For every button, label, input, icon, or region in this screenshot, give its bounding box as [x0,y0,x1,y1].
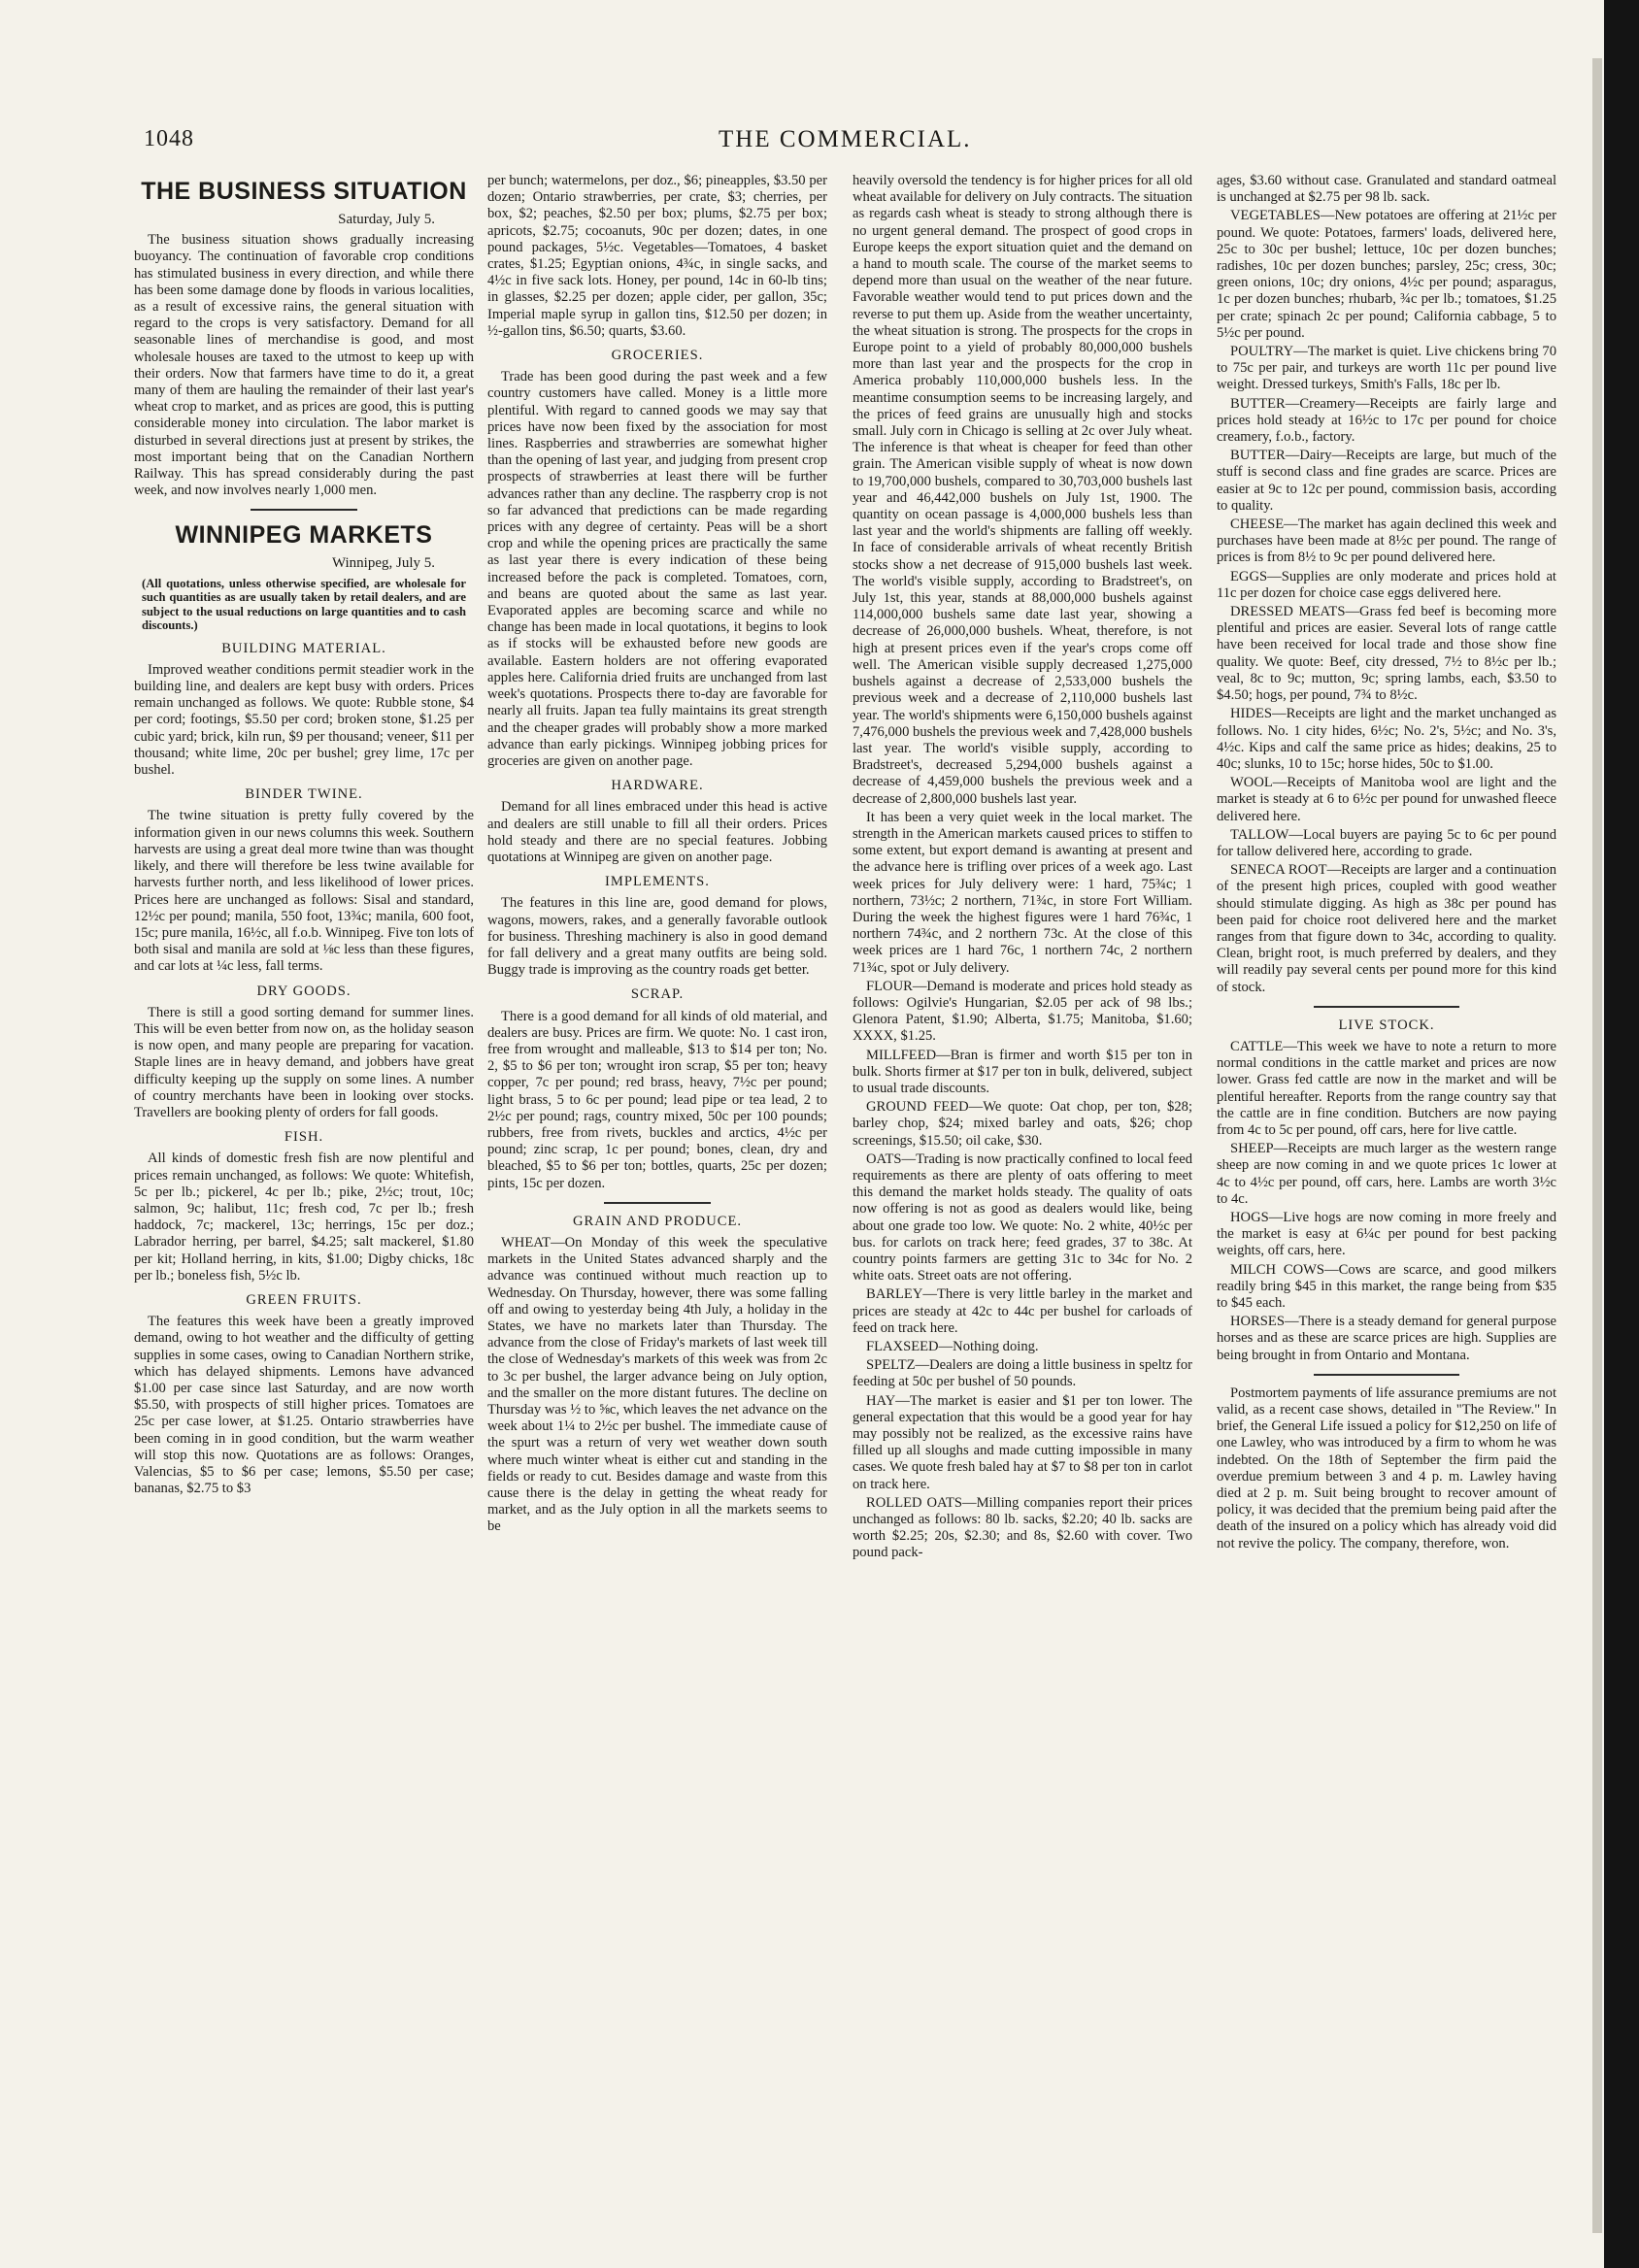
fish-paragraph: All kinds of domestic fresh fish are now plentiful and prices remain unchanged, as follows: We quote: Whitefish, 5c per lb.; pickerel, 4c per lb.; pike, 2½c; trout, 10c; salmon, 9c; halibut, 11c; fresh cod, 7c per lb.; fresh haddock, 7c; mackerel, 13c; herrings, 15c per doz.; Labrador herring, per barrel, $4.25; salt mackerel, $1.80 per kit; Holland herring, in kits, $1.00; Digby chicks, 18c per lb.; boneless fish, 5½c lb. [134,1151,474,1284]
fish-heading: FISH. [284,1129,324,1146]
column-2 [487,173,827,2231]
millfeed-paragraph: MILLFEED—Bran is firmer and worth $15 per ton in bulk. Shorts firmer at $17 per ton in bulk, delivered, subject to usual trade discounts. [853,1047,1192,1096]
vegetables-paragraph: VEGETABLES—New potatoes are offering at 21½c per pound. We quote: Potatoes, farmers' loads, delivered here, 25c to 30c per bushel; lettuce, 10c per dozen bunches; radishes, 10c per dozen bunches; parsley, 25c; cress, 30c; green onions, 10c; dry onions, 4½c per pound; asparagus, 1c per dozen bunches; rhubarb, ¾c per lb.; tomatoes, $1.25 per crate; spinach 2c per pound; California cabbage, 5 to 5½c per pound. [1217,208,1556,341]
local-market-paragraph: It has been a very quiet week in the local market. The strength in the American markets caused prices to stiffen to some extent, but export demand is awanting at present and the advance here is trifling over prices of a week ago. Last week prices for July delivery were: 1 hard, 75¾c; 1 northern, 73½c; 2 northern, 71¾c, in store Fort William. During the week the highest figures were 1 hard 76¾c, 1 northern 74¾c, and 2 northern 73c. At the close of this week prices are 1 hard 76c, 1 northern 74c, 2 northern 71¾c, spot or July delivery. [853,809,1192,976]
hay-paragraph: HAY—The market is easier and $1 per ton lower. The general expectation that this would be a good year for hay may possibly not be realized, as the excessive rains have filled up all sloughs and made cutting impossible in many cases. We quote fresh baled hay at $7 to $8 per ton in carlot on track here. [853,1392,1192,1492]
green-fruits-heading: GREEN FRUITS. [246,1291,362,1308]
wheat-continued: heavily oversold the tendency is for higher prices for all old wheat available for delivery on July contracts. The situation as regards cash wheat is steady to strong although there is no urgent general demand. The prospect of good crops in Europe keeps the export situation quiet and the demand on a hand to mouth scale. The course of the market seems to depend more than usual on the weather of the near future. Favorable weather would tend to put prices down and the reverse to put them up. Aside from the weather uncertainty, the wheat situation is strong. The prospects for the crops in Europe point to a yield of probably 80,000,000 bushels more than last year and the prospects for the crop in America probably 110,000,000 bushels less. In the meantime consumption seems to be increasing largely, and the prices of feed grains are unusually high and stocks small. July corn in Chicago is selling at 2c over July wheat. The inference is that wheat is cheaper for feed than other grain. The American visible supply of wheat is now down to 19,700,000 bushels, compared to 30,703,000 bushels last year and 46,442,000 bushels on July 1st, 1900. The quantity on ocean passage is 4,000,000 bushels less than last year and the world's shipments are falling off weekly. In face of considerable arrivals of wheat recently British stocks show a net decrease of 915,000 bushels last week. The world's visible supply, according to Bradstreet's, on July 1st, this year, stands at 88,000,000 bushels against 114,000,000 bushels same date last year, showing a decrease of 26,000,000 bushels. Wheat, therefore, is not high at present prices even if the year's crops come off well. The American visible supply decreased 1,275,000 bushels against a decrease of 2,533,000 bushels the previous week and a decrease of 2,110,000 bushels last year. The world's shipments were 6,150,000 bushels against 7,476,000 bushels the previous week and 7,428,000 bushels last year. The world's visible supply, according to Bradstreet's, decreased 5,294,000 bushels against a decrease of 4,459,000 bushels the previous week and a decrease of 2,800,000 bushels last year. [853,173,1192,807]
butter-creamery-paragraph: BUTTER—Creamery—Receipts are fairly large and prices hold steady at 16½c to 17c per pound for choice creamery, f.o.b., factory. [1217,395,1556,446]
green-fruits-paragraph: The features this week have been a greatly improved demand, owing to hot weather and the difficulty of getting supplies in some cases, owing to Canadian Northern strike, which has delayed shipments. Lemons have advanced $1.00 per case since last Saturday, and are now worth $5.50, with prospects of still higher prices. Tomatoes are 25c per case lower, at $1.25. Ontario strawberries have been coming in in good condition, but the warm weather will stop this now. Quotations are as follows: Oranges, Valencias, $5 to $6 per case; lemons, $5.50 per case; bananas, $2.75 to $3 [134,1314,474,1497]
green-fruits-continued: per bunch; watermelons, per doz., $6; pineapples, $3.50 per dozen; Ontario strawberries, per crate, $3; cherries, per box, $2; peaches, $2.50 per box; plums, $2.75 per box; apricots, $2.75; cocoanuts, 90c per dozen; dates, in one pound packages, 5½c. Vegetables—Tomatoes, 4 basket crates, $1.25; Egyptian onions, 4¾c, in single sacks, and 4½c in five sack lots. Honey, per pound, 14c in 60-lb tins; in glasses, $2.25 per dozen; apple cider, per gallon, 35c; Imperial maple syrup in gallon tins, $12.50 per dozen; in ½-gallon tins, $6.50; quarts, $3.60. [487,173,827,339]
journal-title: THE COMMERCIAL. [719,126,972,152]
speltz-paragraph: SPELTZ—Dealers are doing a little business in speltz for feeding at 50c per bushel of 50 pounds. [853,1357,1192,1390]
page-edge [1592,58,1602,2233]
columns [134,173,1581,2231]
markets-dateline: Winnipeg, July 5. [331,555,435,572]
markets-note: (All quotations, unless otherwise specified, are wholesale for such quantities as are usually taken by retail dealers, and are subject to the usual reductions on large quantities and to cash discounts.) [142,576,466,633]
groceries-paragraph: Trade has been good during the past week and a few country customers have called. Money is a little more plentiful. With regard to canned goods we may say that prices have now been fixed by the association for most lines. Raspberries and strawberries are somewhat higher than the opening of last year, and judging from present crop prospects of strawberries at least there will be further advances rather than any decline. The raspberry crop is not so far advanced that predictions can be made regarding prices with any degree of certainty. Peas will be a short crop and while the opening prices are practically the same as last year there is every indication of these being increased before the pack is completed. Tomatoes, corn, and beans are quoted about the same as last year. Evaporated apples are becoming scarce and while no change has been made in local quotations, it begins to look as if stocks will be exhausted before new goods are available. Eastern holders are not offering evaporated apples here. California dried fruits are unchanged from last week's quotations. Prospects there to-day are favorable for nearly all fruits. Japan tea fully maintains its great strength and the cheaper grades will probably show a more marked advance than early pickings. Winnipeg jobbing prices for groceries are given on another page. [487,369,827,769]
wheat-paragraph: WHEAT—On Monday of this week the speculative markets in the United States advanced sharply and the advance was continued without much reaction up to Wednesday. On Thursday, however, there was some falling off and owing to yesterday being 4th July, a holiday in the States, we have no markets later than Thursday. The advance from the close of Friday's markets of last week till the close of Wednesday's markets of this week was from 2c to 3c per bushel, the larger advance being on July option, and the smaller on the more distant futures. The decline on Thursday was ½ to ⅝c, which leaves the net advance on the week about 1¼ to 2½c per bushel. The immediate cause of the spurt was a return of very wet weather down south where much winter wheat is either cut and standing in the fields or ready to cut. Besides damage and waste from this cause there is the delay in getting the wheat ready for market, and as the July option in all the markets seems to be [487,1234,827,1535]
horses-paragraph: HORSES—There is a steady demand for general purpose horses and as these are scarce prices are high. Supplies are being brought in from Ontario and Montana. [1217,1314,1556,1363]
column-1 [134,173,474,2231]
page-number: 1048 [144,126,194,151]
binder-twine-heading: BINDER TWINE. [245,786,363,803]
page-header [0,126,1592,155]
oats-paragraph: OATS—Trading is now practically confined to local feed requirements as there are plenty of oats offering to meet this demand the market holds steady. The quality of oats now offering is not as good as dealers would like, being about one grade too low. We quote: No. 2 white, 40½c per bus. for carlots on track here; feed grades, 37 to 38c. At country points farmers are getting 31c to 34c for No. 2 white oats. Street oats are not offering. [853,1151,1192,1284]
insurance-paragraph: Postmortem payments of life assurance premiums are not valid, as a recent case shows, detailed in "The Review." In brief, the General Life issued a policy for $12,250 on life of one Lawley, who was introduced by a firm to whom he was indebted. On the 18th of September the firm paid the overdue premium between 3 and 4 p. m. Lawley having died at 2 p. m. Suit being brought to recover amount of policy, it was decided that the premium being paid after the death of the insured on a policy which has already void did not revive the policy. The company, therefore, won. [1217,1384,1556,1551]
barley-paragraph: BARLEY—There is very little barley in the market and prices are steady at 42c to 44c per bushel for carloads of feed on track here. [853,1286,1192,1336]
rolled-oats-paragraph: ROLLED OATS—Milling companies report their prices unchanged as follows: 80 lb. sacks, $2.20; 40 lb. sacks are worth $2.25; 20s, $2.30; and 8s, $2.60 with cover. Two pound pack- [853,1494,1192,1561]
building-material-heading: BUILDING MATERIAL. [221,640,386,656]
business-dateline: Saturday, July 5. [338,212,435,227]
milch-cows-paragraph: MILCH COWS—Cows are scarce, and good milkers readily bring $45 in this market, the range being from $35 to $45 each. [1217,1261,1556,1311]
grain-produce-heading: GRAIN AND PRODUCE. [572,1213,743,1229]
section-rule [604,1202,711,1204]
scrap-heading: SCRAP. [630,986,685,1003]
groceries-heading: GROCERIES. [611,348,704,364]
tallow-paragraph: TALLOW—Local buyers are paying 5c to 6c per pound for tallow delivered here, according to grade. [1217,826,1556,859]
building-paragraph: Improved weather conditions permit steadier work in the building line, and dealers are kept busy with orders. Prices remain unchanged as follows. We quote: Rubble stone, $4 per cord; footings, $5.50 per cord; broken stone, $1.25 per cubic yard; brick, kiln run, $9 per thousand; veneer, $11 per thousand; white lime, 20c per bushel; grey lime, 17c per bushel. [134,661,474,779]
hogs-paragraph: HOGS—Live hogs are now coming in more freely and the market is easy at 6¼c per pound for best packing weights, off cars, here. [1217,1209,1556,1259]
business-situation-headline: THE BUSINESS SITUATION [141,178,467,205]
column-3 [853,173,1192,2231]
dry-goods-heading: DRY GOODS. [256,983,351,999]
dressed-meats-paragraph: DRESSED MEATS—Grass fed beef is becoming more plentiful and prices are easier. Several lots of range cattle have been received for local trade and those show fine quality. We quote: Beef, city dressed, 7½ to 8½c per lb.; veal, 8c to 9c; mutton, 9c; spring lambs, each, $3.50 to $4.50; hogs, per pound, 7¾ to 8½c. [1217,604,1556,704]
cheese-paragraph: CHEESE—The market has again declined this week and purchases have been made at 8½c per pound. The range of prices is from 8½ to 9c per pound delivered here. [1217,517,1556,566]
hardware-heading: HARDWARE. [611,778,704,794]
poultry-paragraph: POULTRY—The market is quiet. Live chickens bring 70 to 75c per pair, and turkeys are worth 11c per pound live weight. Dressed turkeys, Smith's Falls, 18c per lb. [1217,344,1556,393]
twine-paragraph: The twine situation is pretty fully covered by the information given in our news columns this week. Southern harvests are using a great deal more twine than was thought likely, and there will therefore be less twine available for harvests further north, and less likelihood of lower prices. Prices here are unchanged as follows: Sisal and standard, 12½c per pound; manila, 550 foot, 13¾c; manila, 600 foot, 15c; pure manila, 16½c, all f.o.b. Winnipeg. Five ton lots of both sisal and manila are sold at ⅛c less than these figures, and car lots at ¼c less, fall terms. [134,808,474,975]
hardware-paragraph: Demand for all lines embraced under this head is active and dealers are still unable to fill all their orders. Prices hold steady and there are no special features. Jobbing quotations at Winnipeg are given on another page. [487,799,827,865]
section-rule [1314,1374,1459,1376]
implements-heading: IMPLEMENTS. [605,874,710,890]
live-stock-heading: LIVE STOCK. [1338,1017,1435,1033]
flour-paragraph: FLOUR—Demand is moderate and prices hold steady as follows: Ogilvie's Hungarian, $2.05 per ack of 98 lbs.; Glenora Patent, $1.90; Alberta, $1.75; Manitoba, $1.60; XXXX, $1.25. [853,978,1192,1045]
cattle-paragraph: CATTLE—This week we have to note a return to more normal conditions in the cattle market and prices are now lower. Grass fed cattle are now in the market and will be plentiful hereafter. Reports from the range country say that the cattle are in fine condition. Butchers are now paying from 4c to 5c per pound, off cars, here for live cattle. [1217,1038,1556,1138]
hides-paragraph: HIDES—Receipts are light and the market unchanged as follows. No. 1 city hides, 6½c; No. 2's, 5½c; and No. 3's, 4½c. Kips and calf the same price as hides; deakins, 25 to 40c; slunks, 10 to 15c; horse hides, 50c to $1.00. [1217,706,1556,772]
seneca-root-paragraph: SENECA ROOT—Receipts are larger and a continuation of the present high prices, coupled with good weather should stimulate digging. As high as 38c per pound has been paid for choice root delivered here and the market ranges from that figure down to 34c, according to quality. Clean, bright root, is much preferred by dealers, and they will readily pay several cents per pound more for this kind of stock. [1217,862,1556,995]
column-4 [1217,173,1556,2231]
wool-paragraph: WOOL—Receipts of Manitoba wool are light and the market is steady at 6 to 6½c per pound for unwashed fleece delivered here. [1217,775,1556,824]
dry-goods-paragraph: There is still a good sorting demand for summer lines. This will be even better from now on, as the holiday season is now open, and many people are preparing for vacation. Staple lines are in heavy demand, and jobbers have great difficulty keeping up the supply on some lines. A number of country merchants have been in looking over stocks. Travellers are booking plenty of orders for fall goods. [134,1004,474,1120]
winnipeg-markets-headline: WINNIPEG MARKETS [175,521,433,550]
sheep-paragraph: SHEEP—Receipts are much larger as the western range sheep are now coming in and we quote prices 1c lower at 4c to 4½c per pound, off cars, here. Lambs are worth 3½c to 4c. [1217,1141,1556,1207]
scan-border [1604,0,1639,2268]
flaxseed-paragraph: FLAXSEED—Nothing doing. [866,1339,1039,1355]
eggs-paragraph: EGGS—Supplies are only moderate and prices hold at 11c per dozen for choice case eggs delivered here. [1217,568,1556,601]
ground-feed-paragraph: GROUND FEED—We quote: Oat chop, per ton, $28; barley chop, $24; mixed barley and oats, $26; chop screenings, $15.50; oil cake, $30. [853,1099,1192,1149]
section-rule [251,509,357,511]
scrap-paragraph: There is a good demand for all kinds of old material, and dealers are busy. Prices are firm. We quote: No. 1 cast iron, free from wrought and malleable, $13 to $14 per ton; No. 2, $5 to $6 per ton; wrought iron scrap, $5 per ton; heavy copper, 7c per pound; red brass, heavy, 7½c per pound; light brass, 5 to 6c per pound; lead pipe or tea lead, 2 to 2½c per pound; rags, country mixed, 50c per 100 pounds; rubbers, free from rivets, buckles and arctics, 4½c per pound; zinc scrap, 1c per pound; bones, clean, dry and bleached, $5 to $6 per ton; bottles, quarts, 25c per dozen; pints, 15c per dozen. [487,1008,827,1191]
butter-dairy-paragraph: BUTTER—Dairy—Receipts are large, but much of the stuff is second class and fine grades are scarce. Prices are easier at 9c to 12c per pound, commission basis, according to quality. [1217,448,1556,514]
rolled-oats-continued: ages, $3.60 without case. Granulated and standard oatmeal is unchanged at $2.75 per 98 lb. sack. [1217,173,1556,206]
business-paragraph: The business situation shows gradually increasing buoyancy. The continuation of favorable crop conditions has stimulated business in every direction, and while there has been some damage done by floods in various localities, as a result of excessive rains, the general situation with regard to the crops is very satisfactory. Demand for all seasonable lines of merchandise is good, and most wholesale houses are taxed to the utmost to keep up with their orders. Now that farmers have time to do it, a great many of them are hauling the remainder of their last year's wheat crop to market, and as prices are good, this is putting considerable money into circulation. The labor market is disturbed in several directions just at present by strikes, the most important being that on the Canadian Northern Railway. This has spread considerably during the past week, and now involves nearly 1,000 men. [134,232,474,499]
section-rule [1314,1006,1459,1008]
implements-paragraph: The features in this line are, good demand for plows, wagons, mowers, rakes, and a generally favorable outlook for business. Threshing machinery is also in good demand for fall delivery and a great many outfits are being sold. Buggy trade is improving as the country roads get better. [487,895,827,979]
